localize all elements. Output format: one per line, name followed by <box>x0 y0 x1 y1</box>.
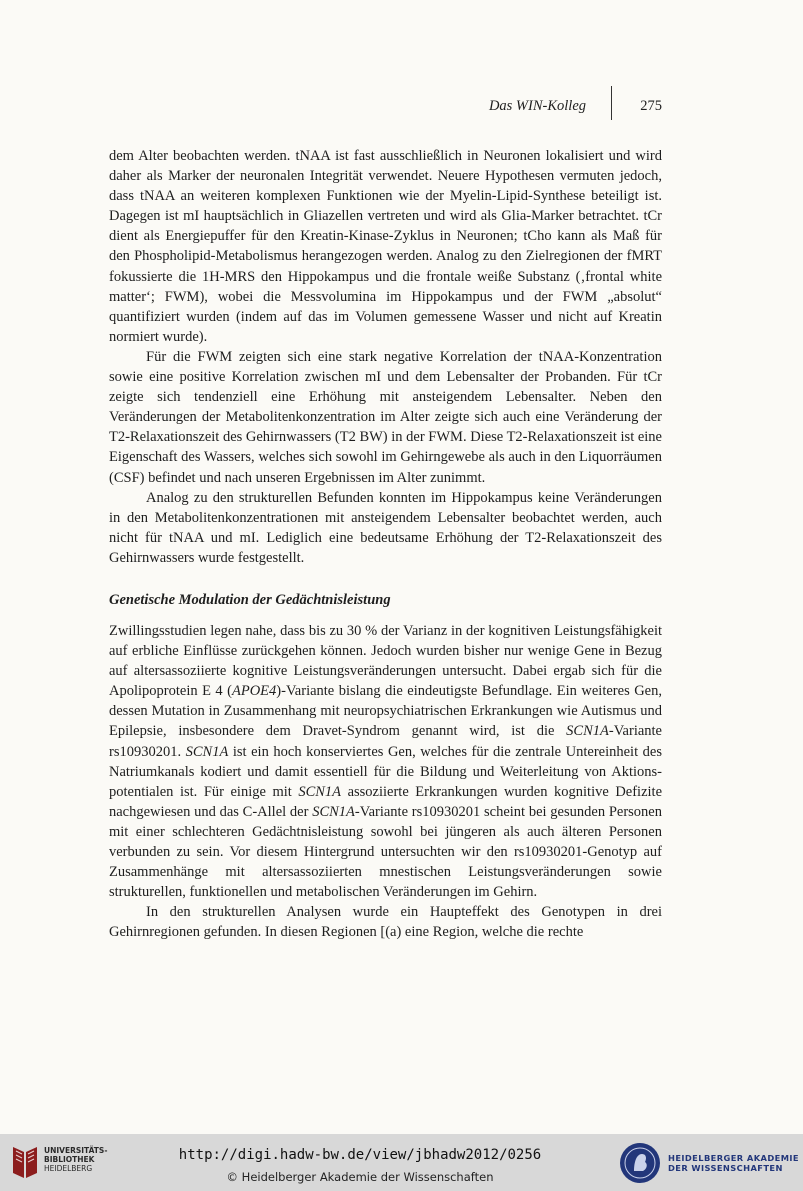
academy-seal-icon <box>618 1141 662 1185</box>
text-run: Analog zu den strukturellen Befunden konnten im Hippokampus keine Veränderungen in den Metabolitenkonzentrationen mit ansteigendem Lebensalter beobachtet werden, auch nicht für tNAA und mI. Lediglich eine bedeutsame Erhöhung der T2-Relaxationszeit des Gehirnwassers wurde festgestellt. <box>109 489 662 566</box>
footer-bar <box>0 1134 803 1191</box>
gene-name: SCN1A <box>298 783 342 800</box>
text-run: Zwillingsstudien legen nahe, dass bis zu 30 % der Varianz in der kognitiven Leistungsfähigkeit auf erbliche Einflüsse zurückgehen können. Jedoch wurden bisher nur wenige Gene in Bezug auf altersassoziierte kognitive Leistungsveränderungen untersucht. Dabei ergab sich für die Apolipoprotein E 4 ( <box>109 622 662 700</box>
text-run: -Variante rs10930201. <box>109 723 662 760</box>
paragraph <box>109 902 662 942</box>
page-number: 275 <box>640 98 662 114</box>
body-text <box>109 146 662 942</box>
gene-name: SCN1A <box>312 803 355 820</box>
library-logo-text: UNIVERSITÄTS- BIBLIOTHEK HEIDELBERG <box>44 1146 108 1173</box>
text-run: dem Alter beobachten werden. tNAA ist fast ausschließlich in Neuronen lokalisiert und wird daher als Marker der neuronalen Integrität verwendet. Neuere Hypothesen vermuten jedoch, dass tNAA an weiteren komplexen Funktionen wie der Myelin-Lipid-Synthese beteiligt ist. Dagegen ist mI hauptsächlich in Gliazellen vertreten und wird als Glia-Marker betrachtet. tCr dient als Energiepuffer für den Kreatin-Kinase-Zyklus in Neuronen; tCho kann als Maß für den Phospholipid-Metabolismus herangezogen werden. Analog zu den Zielregionen der fMRT fokussierte die 1H-MRS den Hippokampus und die frontale weiße Substanz (‚frontal white matter‘; FWM), wobei die Messvolumina im Hippokampus und der FWM „absolut“ quantifiziert wurden (indem auf das im Volumen gemessene Wasser und nicht auf Kreatin normiert wurde). <box>109 148 662 345</box>
paragraph <box>109 488 662 568</box>
gene-name: APOE4 <box>231 683 277 700</box>
copyright-notice: © Heidelberger Akademie der Wissenschaften <box>226 1170 494 1184</box>
text-run: In den strukturellen Analysen wurde ein Haupteffekt des Genotypen in drei Gehirnregionen gefunden. In diesen Regionen [(a) eine Region, welche die rechte <box>109 904 662 941</box>
gene-name: SCN1A <box>566 723 609 740</box>
text-run: ist ein hoch konserviertes Gen, welches für die zentrale Untereinheit des Natriumkanals kodiert und damit essentiell für die Bildung und Weiterleitung von Aktionspotentialen ist. Für einige mit <box>109 743 662 800</box>
paragraph <box>109 347 662 488</box>
permalink-url[interactable]: http://digi.hadw-bw.de/view/jbhadw2012/0256 <box>178 1147 542 1163</box>
text-run: Für die FWM zeigten sich eine stark negative Korrelation der tNAA-Konzentration sowie eine positive Korrelation zwischen mI und dem Lebensalter der Probanden. Für tCr zeigte sich tendenziell eine Erhöhung mit ansteigendem Lebensalter. Neben den Veränderungen der Metabolitenkonzentration im Alter zeigte sich auch eine Veränderung der T2-Relaxationszeit des Gehirnwassers (T2 BW) in der FWM. Diese T2-Relaxationszeit ist eine Eigenschaft des Wassers, welches sich sowohl im Gehirngewebe als auch in den Liquorräumen (CSF) befindet und nach unseren Ergebnissen im Alter zunimmt. <box>109 348 662 486</box>
running-title: Das WIN-Kolleg <box>488 98 586 114</box>
gene-name: SCN1A <box>185 743 229 760</box>
library-book-icon <box>10 1143 40 1181</box>
text-run: assoziierte Erkrankungen wurden kognitive Defizite nachgewiesen und das C-Allel der <box>109 783 663 820</box>
paragraph <box>109 146 662 347</box>
section-heading: Genetische Modulation der Gedächtnisleistung <box>109 591 391 608</box>
library-logo[interactable] <box>10 1143 120 1183</box>
text-run: )-Variante bislang die eindeutigste Befundlage. Ein weiteres Gen, dessen Mutation in Zusammenhang mit neuropsychiatrischen Erkrankungen wie Autismus und Epilepsie, insbesondere dem Dravet-Syndrom genannt wird, ist die <box>109 683 662 740</box>
academy-logo[interactable] <box>618 1141 798 1185</box>
header-divider <box>611 86 612 120</box>
running-head <box>400 96 662 118</box>
academy-logo-text: HEIDELBERGER AKADEMIE DER WISSENSCHAFTEN <box>668 1153 799 1173</box>
text-run: -Variante rs10930201 scheint bei gesunden Personen mit einer schlechteren Gedächtnisleistung sowohl bei jüngeren als auch älteren Personen verbunden zu sein. Vor diesem Hintergrund untersuchten wir den rs10930201-Genotyp auf Zusammenhänge mit altersassoziierten mnestischen Leistungsveränderungen sowie strukturellen, funktionellen und metabolischen Veränderungen im Gehirn. <box>109 803 662 901</box>
paragraph <box>109 621 662 902</box>
